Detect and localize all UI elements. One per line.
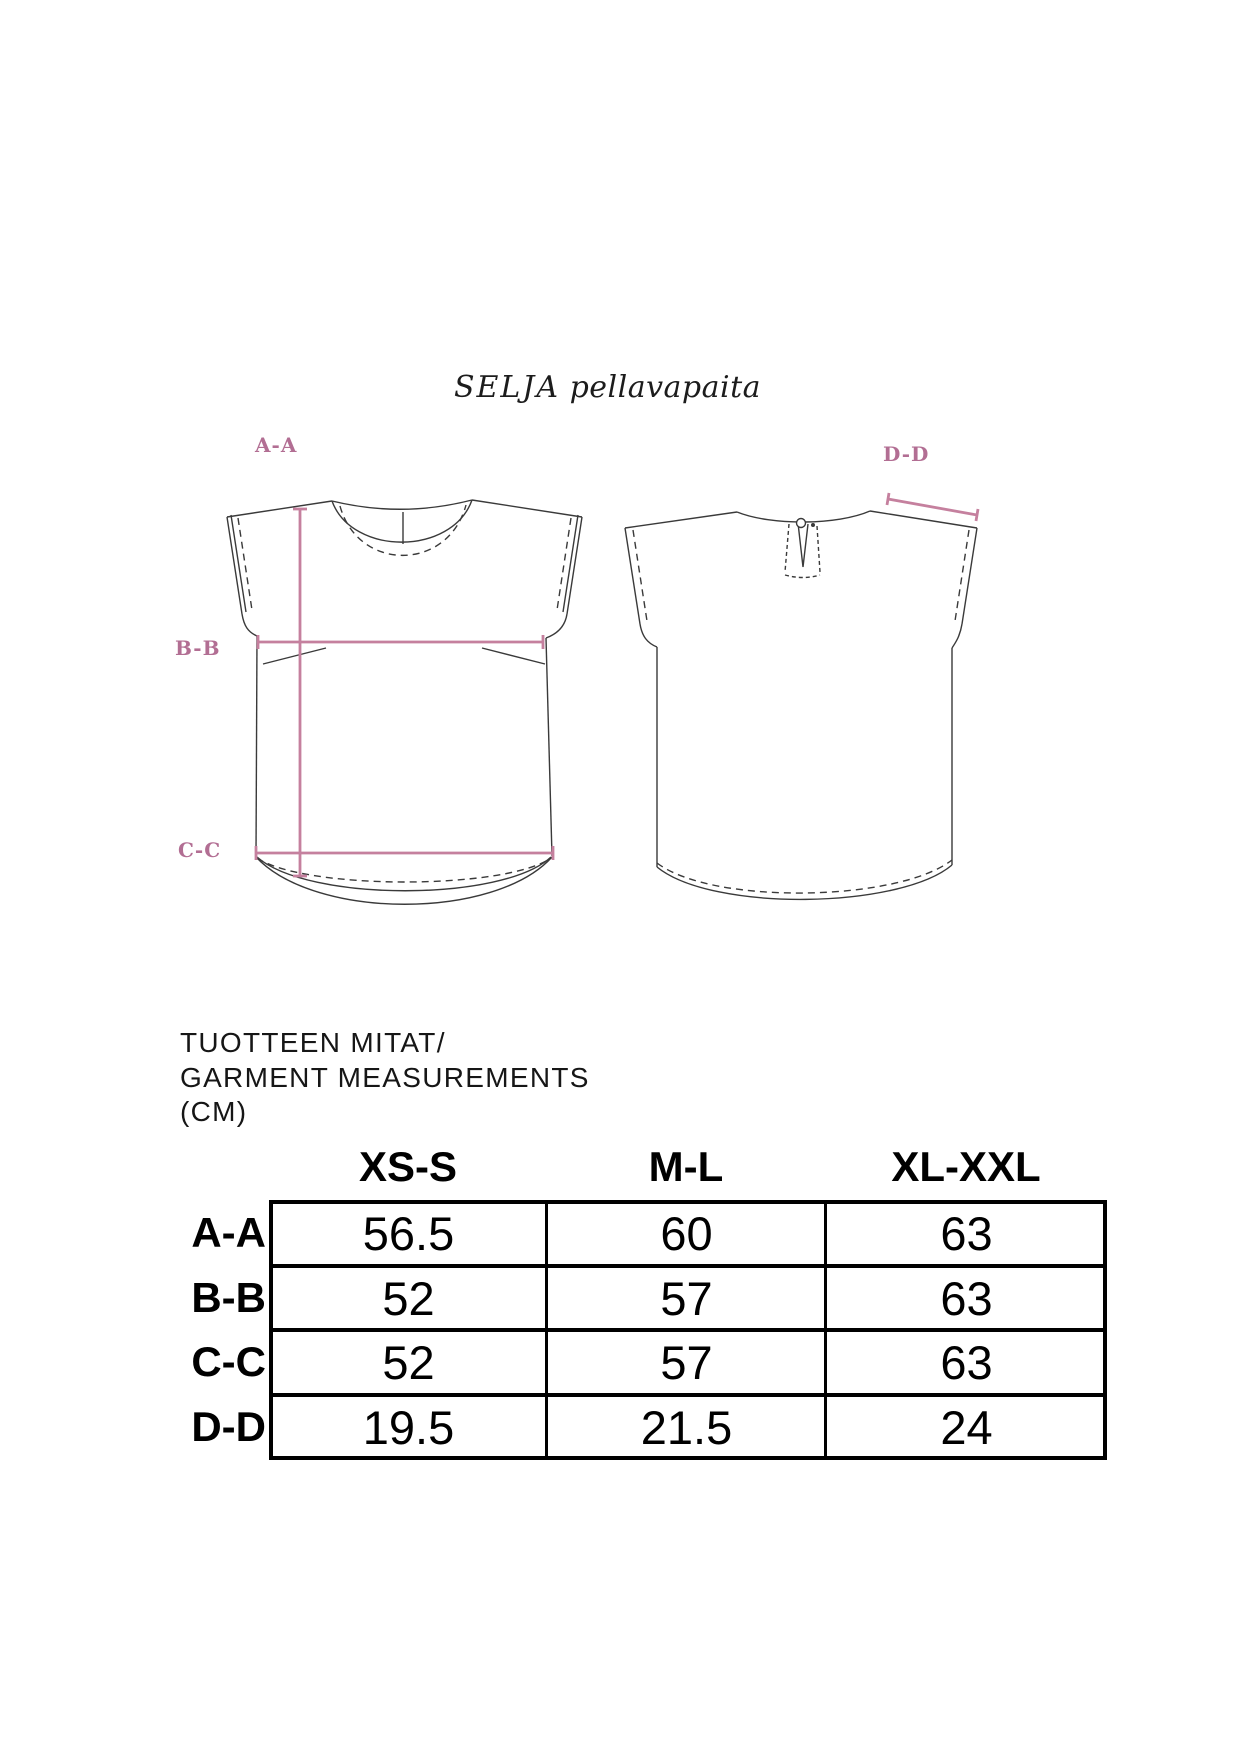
back-shoulder-right — [870, 511, 977, 528]
back-view — [625, 511, 977, 899]
cell-aa-xl: 63 — [940, 1207, 993, 1260]
heading-finnish: TUOTTEEN MITAT/ — [180, 1027, 446, 1058]
front-side-right — [546, 638, 552, 856]
front-shoulder-left — [227, 501, 332, 517]
column-header-xs-s: XS-S — [358, 1143, 458, 1190]
back-sleeve-left — [625, 528, 640, 624]
back-underarm-right — [952, 624, 962, 648]
front-side-left — [256, 636, 257, 856]
row-label-aa: A-A — [191, 1209, 266, 1256]
column-header-xl-xxl: XL-XXL — [891, 1143, 1041, 1190]
cell-bb-xl: 63 — [940, 1272, 993, 1325]
cell-cc-xl: 63 — [940, 1336, 993, 1389]
back-sleeve-left-stitch — [633, 530, 647, 621]
measurement-lines — [256, 493, 978, 876]
heading-english: GARMENT MEASUREMENTS — [180, 1062, 590, 1093]
front-sleeve-right-stitch — [557, 518, 571, 610]
front-armhole-right — [482, 648, 545, 664]
front-armhole-left — [263, 648, 326, 664]
dd-measure-line — [887, 493, 978, 521]
row-label-cc: C-C — [191, 1338, 266, 1385]
label-cc: C-C — [178, 838, 222, 862]
aa-measure-line — [293, 509, 307, 876]
row-label-bb: B-B — [191, 1274, 266, 1321]
product-name: SELJA — [453, 370, 561, 405]
cell-bb-xss: 52 — [382, 1272, 435, 1325]
back-keyhole-facing — [785, 524, 820, 578]
table-row-divider — [269, 1264, 1107, 1268]
cell-dd-xl: 24 — [940, 1401, 993, 1454]
label-aa: A-A — [255, 433, 298, 457]
front-neckline — [332, 500, 472, 542]
product-type: pellavapaita — [569, 370, 762, 405]
front-underarm-left — [242, 614, 257, 636]
cell-aa-ml: 60 — [660, 1207, 713, 1260]
cell-cc-xss: 52 — [382, 1336, 435, 1389]
front-view — [227, 500, 582, 904]
garment-outline — [227, 500, 977, 904]
table-row-divider — [269, 1328, 1107, 1332]
back-sleeve-right-stitch — [955, 530, 969, 621]
back-keyhole-slit — [798, 523, 808, 567]
label-bb: B-B — [175, 636, 221, 660]
column-header-m-l: M-L — [648, 1143, 724, 1190]
front-back-neck — [332, 500, 472, 509]
back-underarm-left — [640, 624, 657, 647]
button-loop — [797, 519, 806, 528]
front-sleeve-left-stitch — [238, 518, 252, 610]
front-underarm-right — [546, 614, 567, 638]
row-label-dd: D-D — [191, 1403, 266, 1450]
label-dd: D-D — [883, 442, 930, 466]
table-row-divider — [269, 1393, 1107, 1397]
front-shoulder-right — [472, 500, 582, 517]
front-sleeve-left — [227, 515, 246, 614]
cell-aa-xss: 56.5 — [362, 1207, 455, 1260]
cell-bb-ml: 57 — [660, 1272, 713, 1325]
button-dot — [811, 523, 815, 527]
cell-dd-xss: 19.5 — [362, 1401, 455, 1454]
back-sleeve-right — [962, 528, 977, 624]
cell-cc-ml: 57 — [660, 1336, 713, 1389]
front-sleeve-right — [563, 515, 582, 614]
back-shoulder-left — [625, 512, 737, 528]
cell-dd-ml: 21.5 — [640, 1401, 733, 1454]
heading-unit: (CM) — [180, 1096, 248, 1127]
